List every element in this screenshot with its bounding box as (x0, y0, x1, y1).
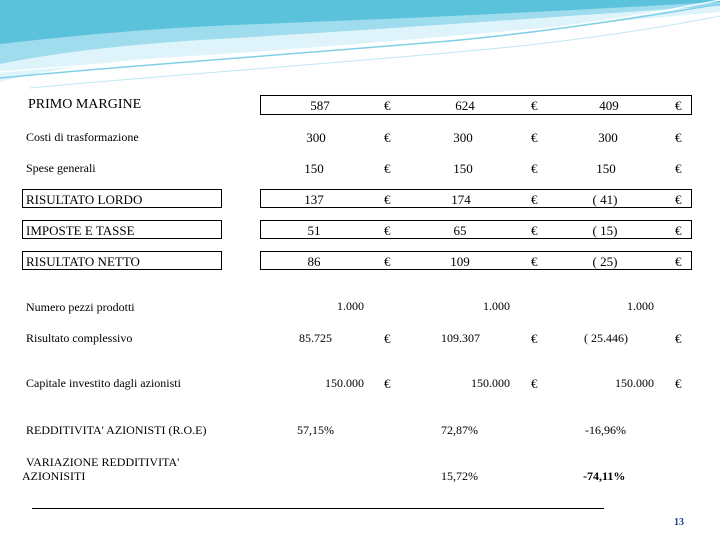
capitale-v3: 150.000 (615, 376, 654, 390)
numero-pezzi-v3: 1.000 (627, 299, 654, 313)
euro-sign: € (384, 223, 391, 238)
risultato-complessivo-v3: ( 25.446) (584, 331, 628, 345)
euro-sign: € (531, 161, 538, 176)
risultato-netto-label: RISULTATO NETTO (26, 254, 140, 269)
capitale-v2: 150.000 (471, 376, 510, 390)
numero-pezzi-label: Numero pezzi prodotti (26, 300, 135, 314)
variazione-v3: -74,11% (583, 469, 626, 483)
risultato-netto-v1: 86 (307, 254, 321, 269)
euro-sign: € (384, 130, 391, 145)
euro-sign: € (675, 376, 682, 391)
euro-sign: € (531, 98, 538, 113)
variazione-v2: 15,72% (441, 469, 478, 483)
euro-sign: € (675, 192, 682, 207)
euro-sign: € (384, 376, 391, 391)
risultato-netto-v2: 109 (450, 254, 470, 269)
euro-sign: € (384, 98, 391, 113)
spese-v1: 150 (304, 161, 324, 176)
risultato-complessivo-label: Risultato complessivo (26, 331, 133, 345)
euro-sign: € (384, 192, 391, 207)
euro-sign: € (675, 331, 682, 346)
costi-label: Costi di trasformazione (26, 130, 139, 144)
spese-v2: 150 (453, 161, 473, 176)
risultato-lordo-label: RISULTATO LORDO (26, 192, 143, 207)
euro-sign: € (531, 254, 538, 269)
spese-label: Spese generali (26, 161, 96, 175)
risultato-netto-v3: ( 25) (592, 254, 618, 269)
variazione-label-line1: VARIAZIONE REDDITIVITA' (26, 455, 180, 469)
primo-margine-v2: 624 (455, 98, 475, 113)
euro-sign: € (531, 376, 538, 391)
imposte-v3: ( 15) (592, 223, 618, 238)
imposte-v2: 65 (453, 223, 467, 238)
costi-v2: 300 (453, 130, 473, 145)
spese-v3: 150 (596, 161, 616, 176)
risultato-lordo-v1: 137 (304, 192, 324, 207)
numero-pezzi-v2: 1.000 (483, 299, 510, 313)
euro-sign: € (531, 331, 538, 346)
bottom-rule (32, 508, 604, 509)
primo-margine-v3: 409 (599, 98, 619, 113)
risultato-lordo-v3: ( 41) (592, 192, 618, 207)
header-wave-decoration (0, 0, 720, 90)
euro-sign: € (675, 223, 682, 238)
capitale-label: Capitale investito dagli azionisti (26, 376, 181, 390)
euro-sign: € (675, 254, 682, 269)
costi-v1: 300 (306, 130, 326, 145)
roe-v3: -16,96% (585, 423, 626, 437)
euro-sign: € (384, 254, 391, 269)
roe-v1: 57,15% (297, 423, 334, 437)
roe-label: REDDITIVITA' AZIONISTI (R.O.E) (26, 423, 207, 437)
euro-sign: € (384, 331, 391, 346)
imposte-v1: 51 (307, 223, 321, 238)
roe-v2: 72,87% (441, 423, 478, 437)
euro-sign: € (675, 98, 682, 113)
costi-v3: 300 (598, 130, 618, 145)
imposte-label: IMPOSTE E TASSE (26, 223, 135, 238)
variazione-label-line2: AZIONISITI (22, 469, 86, 483)
euro-sign: € (675, 130, 682, 145)
risultato-complessivo-v1: 85.725 (299, 331, 332, 345)
euro-sign: € (531, 223, 538, 238)
primo-margine-v1: 587 (310, 98, 330, 113)
euro-sign: € (675, 161, 682, 176)
euro-sign: € (531, 130, 538, 145)
primo-margine-label: PRIMO MARGINE (28, 97, 142, 112)
risultato-complessivo-v2: 109.307 (441, 331, 480, 345)
capitale-v1: 150.000 (325, 376, 364, 390)
risultato-lordo-v2: 174 (451, 192, 471, 207)
page-number: 13 (674, 517, 684, 528)
numero-pezzi-v1: 1.000 (337, 299, 364, 313)
euro-sign: € (384, 161, 391, 176)
euro-sign: € (531, 192, 538, 207)
